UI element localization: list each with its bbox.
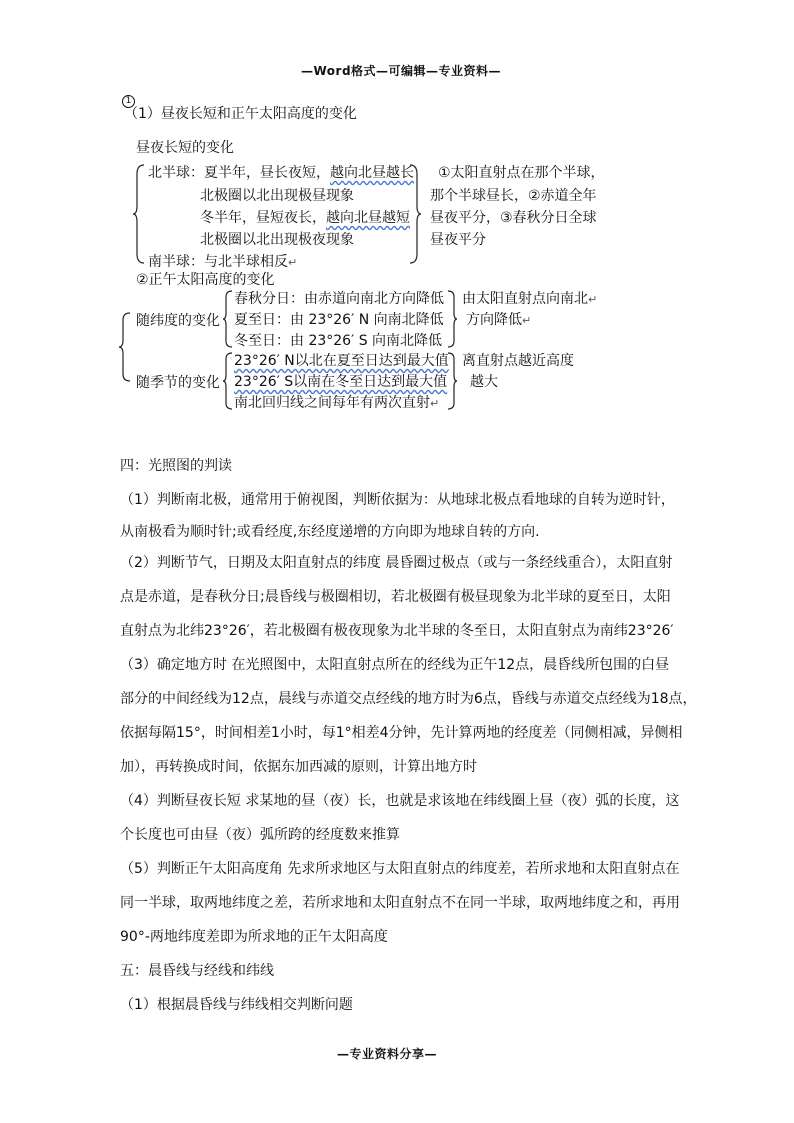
para-line: （3）确定地方时 在光照图中，太阳直射点所在的经线为正午12点，晨昏线所包围的白昼 — [120, 657, 670, 673]
nh-line-4: 北极圈以北出现极夜现象 — [200, 232, 354, 248]
nh-line-3: 冬半年，昼短夜长，越向北昼越短 — [200, 210, 410, 226]
circle-number-mark: 1 — [122, 95, 135, 108]
para-line: 加），再转换成时间，依据东加西减的原则，计算出地方时 — [120, 759, 477, 775]
para-line: （2）判断节气，日期及太阳直射点的纬度 晨昏圈过极点（或与一条经线重合），太阳直射 — [120, 555, 673, 571]
left-brace-daynight — [132, 164, 146, 264]
season-right-brace — [446, 352, 458, 410]
nh-line-2: 北极圈以北出现极昼现象 — [200, 188, 354, 204]
latitude-summer-solstice: 夏至日：由 23°26′ N 向南北降低 — [234, 312, 444, 328]
latitude-right-brace — [446, 290, 458, 348]
para-line: 同一半球，取两地纬度之差，若所求地和太阳直射点不在同一半球，取两地纬度之和，再用 — [120, 895, 680, 911]
noon-height-subtitle: ②正午太阳高度的变化 — [136, 272, 275, 288]
latitude-equinox: 春秋分日：由赤道向南北方向降低 — [234, 291, 444, 307]
para-line: 从南极看为顺时针;或看经度,东经度递增的方向即为地球自转的方向. — [120, 524, 540, 540]
para-line: 90°-两地纬度差即为所求地的正午太阳高度 — [120, 929, 388, 945]
outline-title: （1）昼夜长短和正午太阳高度的变化 — [124, 106, 357, 122]
daynight-conclusion-2: 那个半球昼长，②赤道全年 — [430, 188, 597, 204]
nh-line-3-wavy: 越向北昼越短 — [326, 210, 410, 226]
season-brace — [222, 352, 234, 410]
para-line: 依据每隔15°，时间相差1小时，每1°相差4分钟，先计算两地的经度差（同侧相减，异侧相 — [120, 725, 683, 741]
nh-line-1: 北半球：夏半年，昼长夜短，越向北昼越长 — [148, 165, 414, 181]
section-heading-4: 四：光照图的判读 — [120, 458, 232, 474]
right-brace-daynight — [408, 164, 422, 264]
daynight-subtitle: 昼夜长短的变化 — [136, 140, 234, 156]
latitude-brace — [222, 290, 234, 348]
para-line: 点是赤道，是春秋分日;晨昏线与极圈相切，若北极圈有极昼现象为北半球的夏至日，太阳 — [120, 589, 671, 605]
season-conclusion-2: 越大 — [470, 374, 498, 390]
para-line: 个长度也可由昼（夜）弧所跨的经度数来推算 — [120, 827, 400, 843]
season-north-max: 23°26′ N以北在夏至日达到最大值 — [234, 353, 449, 369]
latitude-winter-solstice: 冬至日：由 23°26′ S 向南北降低 — [234, 333, 443, 349]
sh-line: 南半球：与北半球相反↵ — [148, 254, 298, 270]
season-south-max: 23°26′ S以南在冬至日达到最大值 — [234, 374, 448, 390]
return-mark: ↵ — [288, 256, 298, 269]
latitude-change-label: 随纬度的变化 — [136, 313, 220, 329]
nh-line-1-wavy: 越向北昼越长 — [330, 165, 414, 181]
page-footer: —专业资料分享— — [337, 1047, 438, 1061]
outer-brace-noon — [118, 312, 132, 382]
page-header: —Word格式—可编辑—专业资料— — [301, 64, 502, 78]
para-line: （1）判断南北极，通常用于俯视图，判断依据为：从地球北极点看地球的自转为逆时针， — [120, 492, 675, 508]
daynight-conclusion-3: 昼夜平分，③春秋分日全球 — [430, 210, 597, 226]
daynight-conclusion-1: ①太阳直射点在那个半球， — [438, 165, 605, 181]
season-tropics: 南北回归线之间每年有两次直射↵ — [234, 395, 440, 411]
para-line: （1）根据晨昏线与纬线相交判断问题 — [120, 997, 353, 1013]
para-line: （4）判断昼夜长短 求某地的昼（夜）长，也就是求该地在纬线圈上昼（夜）弧的长度，这 — [120, 793, 680, 809]
para-line: （5）判断正午太阳高度角 先求所求地区与太阳直射点的纬度差，若所求地和太阳直射点在 — [120, 861, 680, 877]
section-heading-5: 五：晨昏线与经线和纬线 — [120, 963, 274, 979]
latitude-conclusion-2: 方向降低↵ — [466, 312, 532, 328]
para-line: 直射点为北纬23°26′，若北极圈有极夜现象为北半球的冬至日，太阳直射点为南纬23°26′ — [120, 623, 674, 639]
season-change-label: 随季节的变化 — [136, 375, 220, 391]
season-conclusion-1: 离直射点越近高度 — [462, 353, 574, 369]
para-line: 部分的中间经线为12点，晨线与赤道交点经线的地方时为6点，昏线与赤道交点经线为18点， — [120, 691, 697, 707]
latitude-conclusion-1: 由太阳直射点向南北↵ — [462, 291, 598, 307]
daynight-conclusion-4: 昼夜平分 — [430, 232, 486, 248]
